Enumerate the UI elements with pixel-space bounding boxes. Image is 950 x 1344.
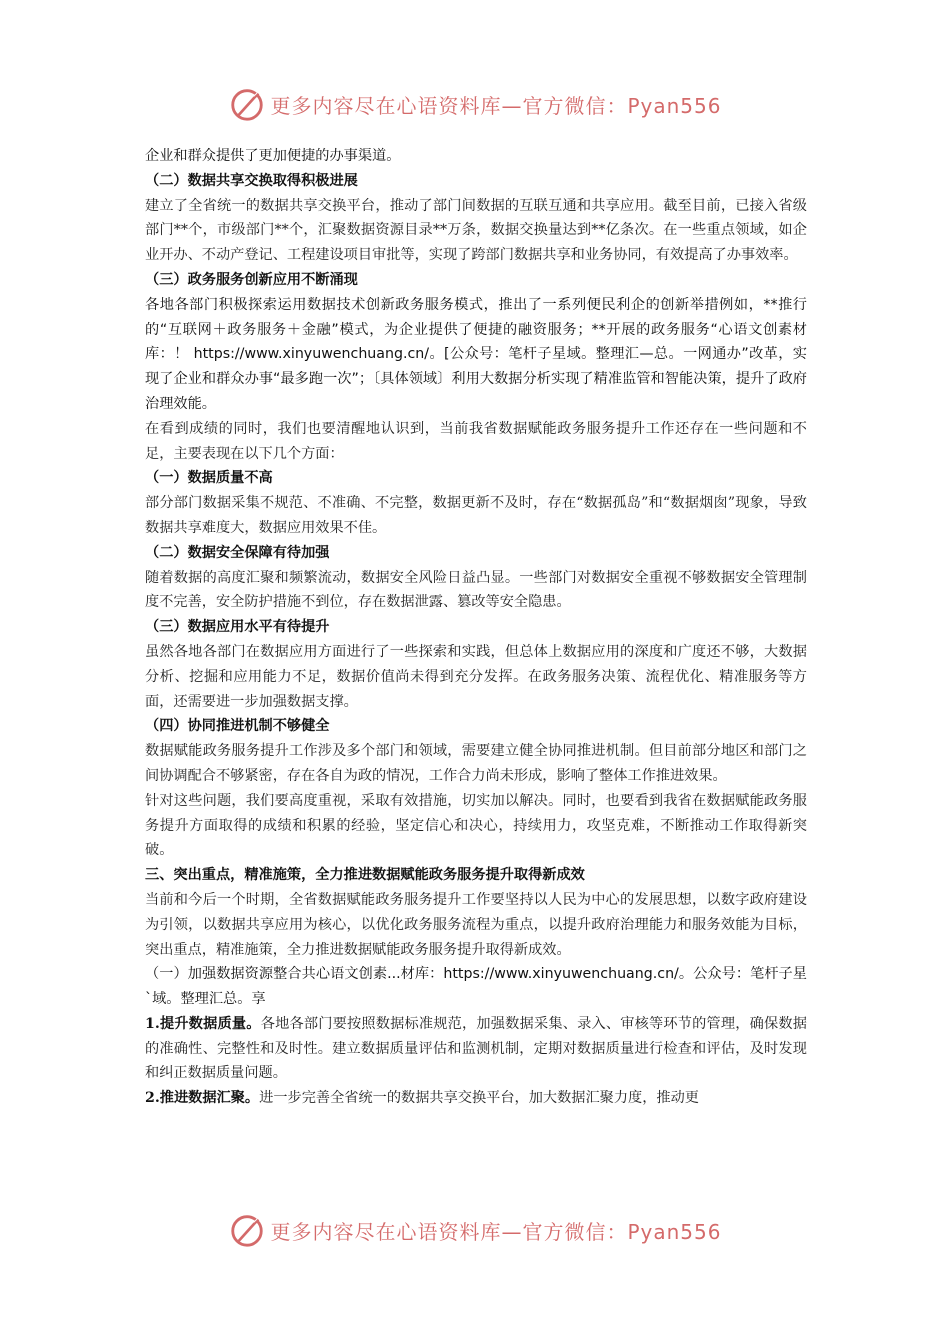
item-text: 各地各部门要按照数据标准规范，加强数据采集、录入、审核等环节的管理，确保数据的准确性、完整性和及时性。建立数据质量评估和监测机制，定期对数据质量进行检查和评估，及时发现和纠正数据质量问题。 <box>145 1015 807 1082</box>
header-watermark-banner <box>0 82 950 126</box>
paragraph: 随着数据的高度汇聚和频繁流动，数据安全风险日益凸显。一些部门对数据安全重视不够数据安全管理制度不完善，安全防护措施不到位，存在数据泄露、篡改等安全隐患。 <box>145 569 807 611</box>
watermark-text: 更多内容尽在心语资料库—官方微信：Pyan556 <box>270 93 722 118</box>
item-text: 进一步完善全省统一的数据共享交换平台，加大数据汇聚力度，推动更 <box>259 1090 699 1107</box>
document-body <box>145 144 807 1111</box>
paragraph: （一）加强数据资源整合共心语文创素...材库：https://www.xinyuwenchuang.cn/。公众号：笔杆子星`域。整理汇总。享 <box>145 966 807 1008</box>
paragraph <box>145 1086 807 1111</box>
section-heading: （三）数据应用水平有待提升 <box>145 619 330 636</box>
pen-logo-icon <box>228 85 266 123</box>
paragraph: 在看到成绩的同时，我们也要清醒地认识到，当前我省数据赋能政务服务提升工作还存在一些问题和不足，主要表现在以下几个方面： <box>145 420 807 462</box>
section-heading: （四）协同推进机制不够健全 <box>145 718 330 735</box>
paragraph: 虽然各地各部门在数据应用方面进行了一些探索和实践，但总体上数据应用的深度和广度还不够，大数据分析、挖掘和应用能力不足，数据价值尚未得到充分发挥。在政务服务决策、流程优化、精准服务等方面，还需要进一步加强数据支撑。 <box>145 643 807 710</box>
pen-logo-icon <box>228 1211 266 1249</box>
paragraph: 各地各部门积极探索运用数据技术创新政务服务模式，推出了一系列便民利企的创新举措例如，**推行的“互联网＋政务服务＋金融”模式，为企业提供了便捷的融资服务；**开展的政务服务“心语文创素材库：！ https://www.xinyuwenchuang.cn/。[公众号：笔杆子星域。整理汇—总。一网通办”改革，实现了企业和群众办事“最多跑一次”；〔具体领域〕利用大数据分析实现了精准监管和智能决策，提升了政府治理效能。 <box>145 296 807 412</box>
watermark-text: 更多内容尽在心语资料库—官方微信：Pyan556 <box>270 1219 722 1244</box>
item-lead: 2.推进数据汇聚。 <box>145 1090 260 1107</box>
section-heading: （一）数据质量不高 <box>145 470 273 487</box>
paragraph: 企业和群众提供了更加便捷的办事渠道。 <box>145 148 401 164</box>
chapter-heading: 三、突出重点，精准施策，全力推进数据赋能政务服务提升取得新成效 <box>145 867 585 884</box>
section-heading: （二）数据共享交换取得积极进展 <box>145 172 358 189</box>
section-heading: （二）数据安全保障有待加强 <box>145 544 330 561</box>
item-lead: 1.提升数据质量。 <box>145 1015 261 1032</box>
footer-watermark-banner <box>0 1208 950 1252</box>
paragraph: 建立了全省统一的数据共享交换平台，推动了部门间数据的互联互通和共享应用。截至目前，已接入省级部门**个，市级部门**个，汇聚数据资源目录**万条，数据交换量达到**亿条次。在一些重点领域，如企业开办、不动产登记、工程建设项目审批等，实现了跨部门数据共享和业务协同，有效提高了办事效率。 <box>145 197 807 264</box>
paragraph: 针对这些问题，我们要高度重视，采取有效措施，切实加以解决。同时，也要看到我省在数据赋能政务服务提升方面取得的成绩和积累的经验，坚定信心和决心，持续用力，攻坚克难，不断推动工作取得新突破。 <box>145 792 807 859</box>
paragraph: 数据赋能政务服务提升工作涉及多个部门和领域，需要建立健全协同推进机制。但目前部分地区和部门之间协调配合不够紧密，存在各自为政的情况，工作合力尚未形成，影响了整体工作推进效果。 <box>145 743 807 784</box>
paragraph: 当前和今后一个时期，全省数据赋能政务服务提升工作要坚持以人民为中心的发展思想，以数字政府建设为引领，以数据共享应用为核心，以优化政务服务流程为重点，以提升政府治理能力和服务效能为目标，突出重点，精准施策，全力推进数据赋能政务服务提升取得新成效。 <box>145 891 807 958</box>
paragraph: 部分部门数据采集不规范、不准确、不完整，数据更新不及时，存在“数据孤岛”和“数据烟囱”现象，导致数据共享难度大，数据应用效果不佳。 <box>145 495 807 536</box>
paragraph <box>145 1012 807 1086</box>
section-heading: （三）政务服务创新应用不断涌现 <box>145 271 358 288</box>
